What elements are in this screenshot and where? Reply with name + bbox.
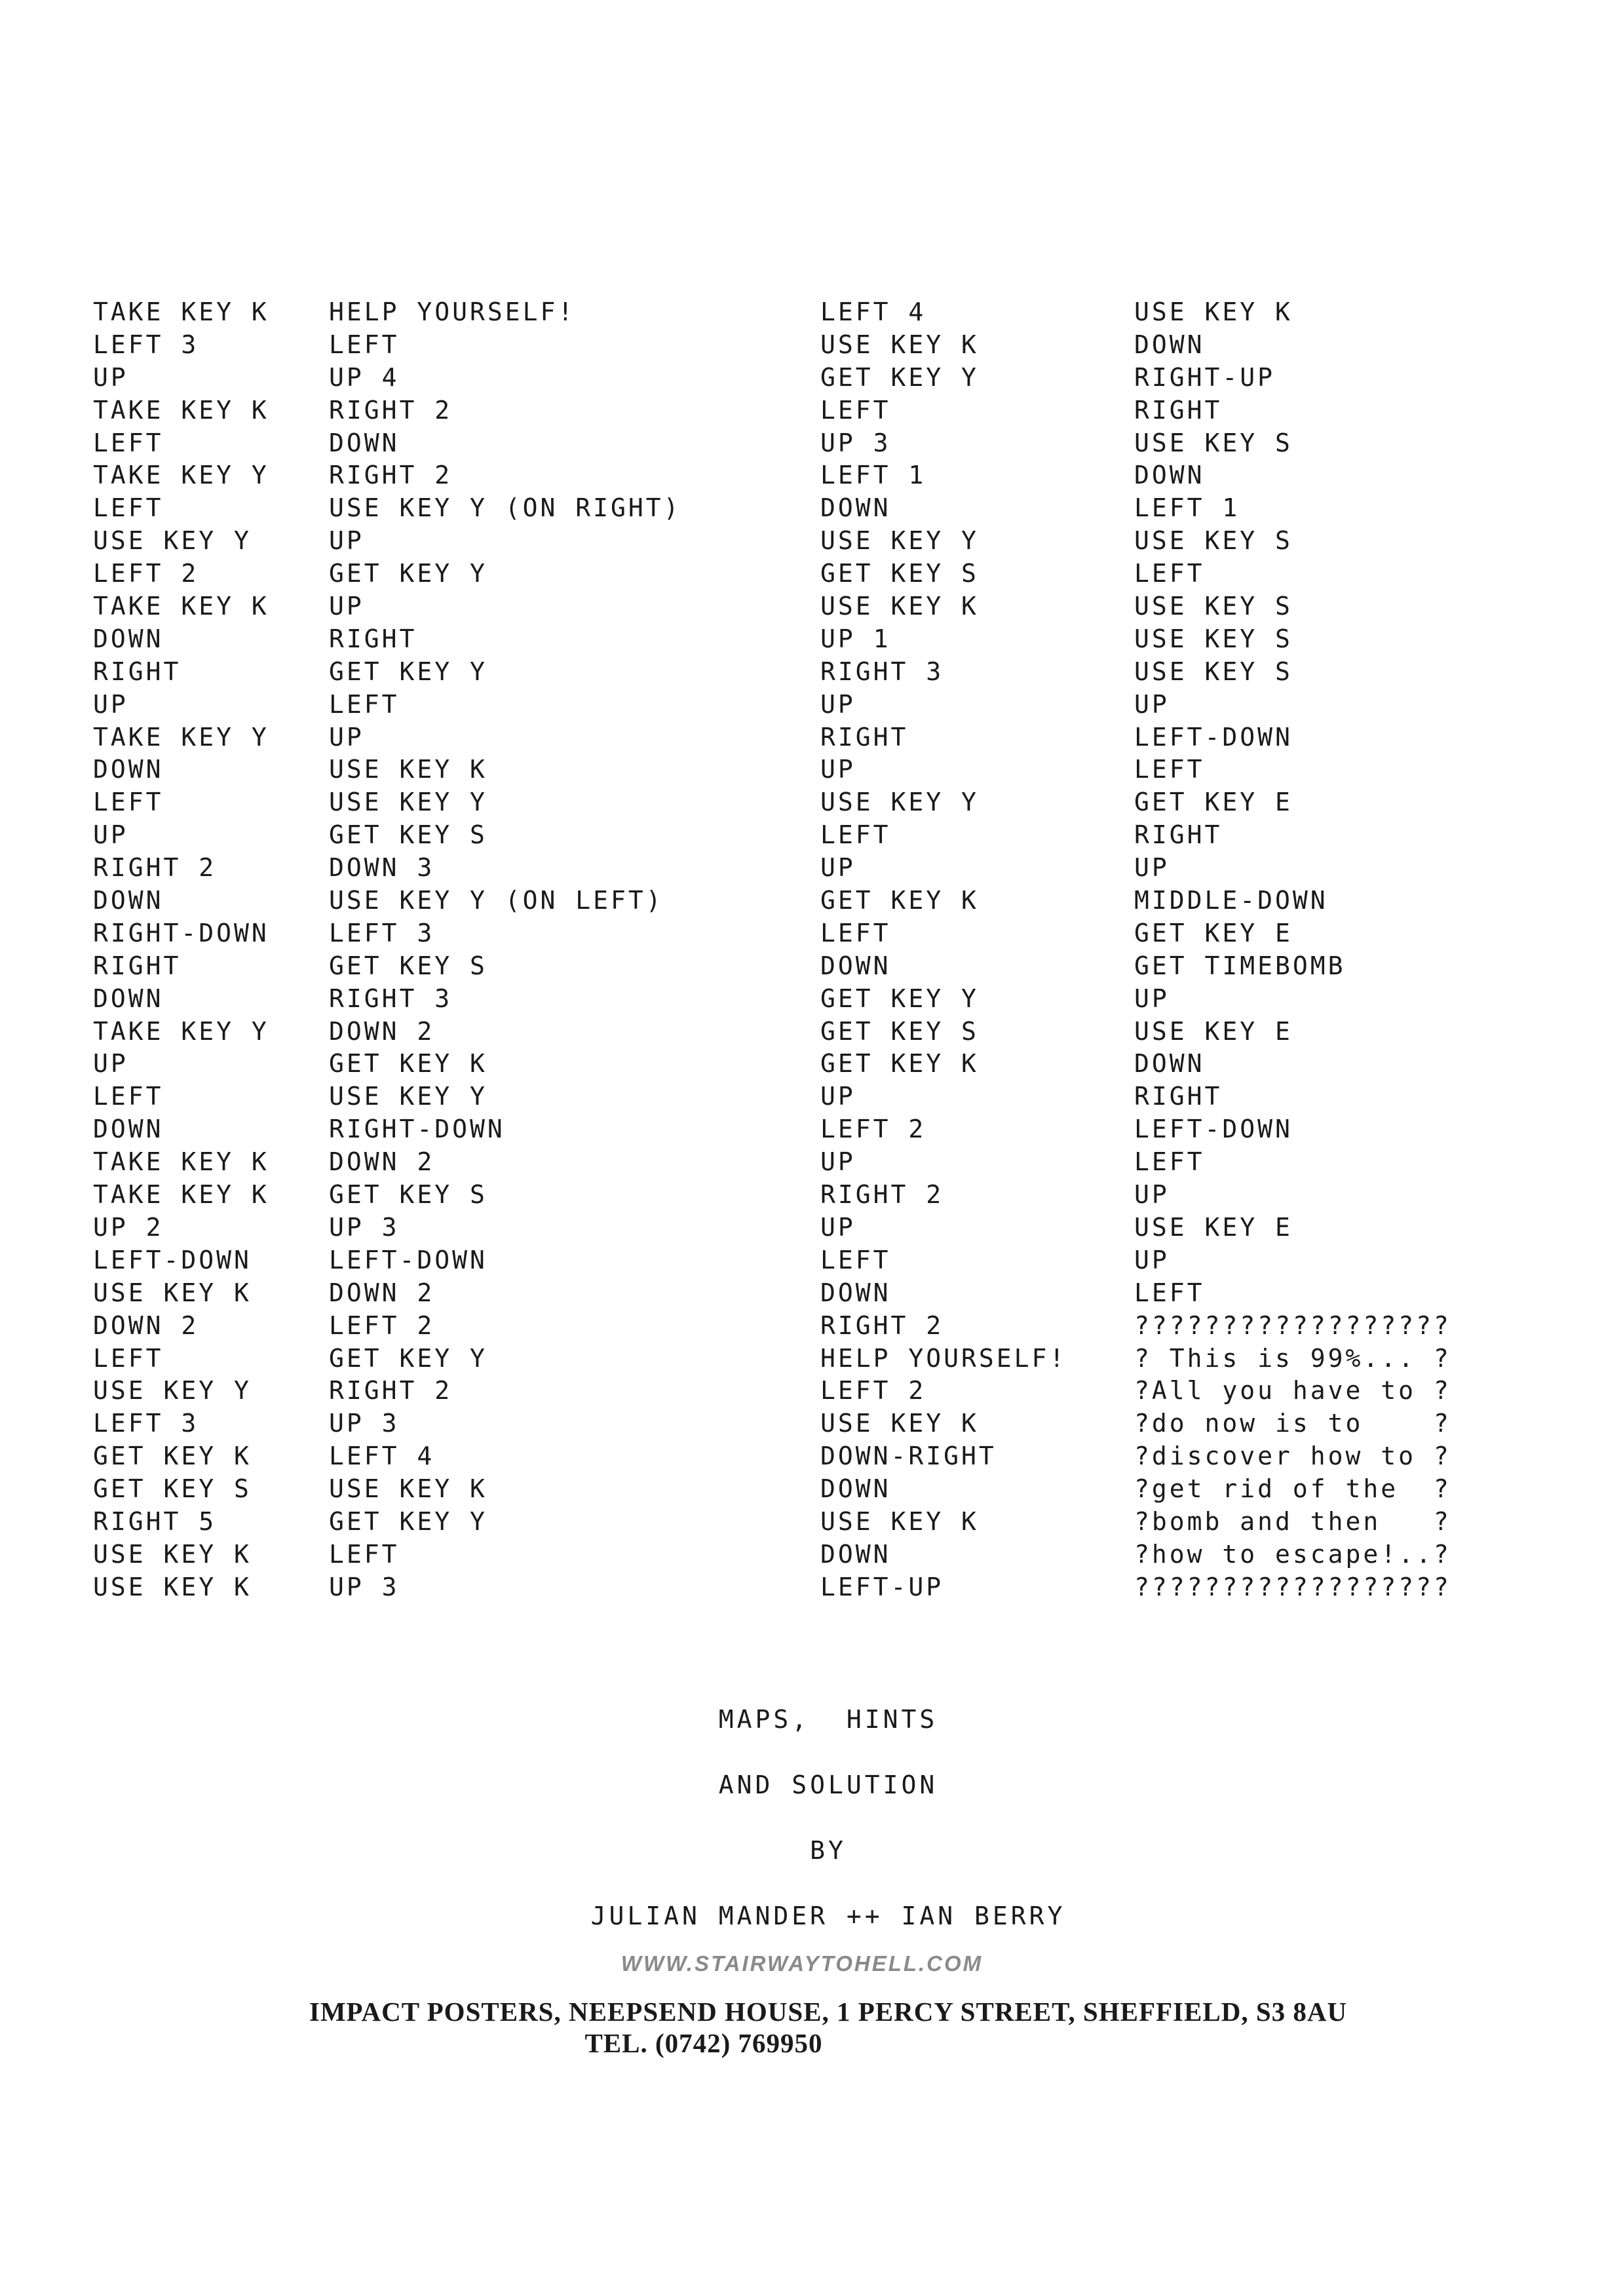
solution-step: UP 2 xyxy=(93,1212,164,1242)
website-watermark: WWW.STAIRWAYTOHELL.COM xyxy=(621,1951,983,1976)
solution-step: GET KEY Y xyxy=(329,1343,487,1373)
solution-step: HELP YOURSELF! xyxy=(820,1343,1067,1373)
solution-step: ?????????????????? xyxy=(1134,1311,1451,1340)
solution-step: DOWN xyxy=(93,624,164,653)
solution-step: USE KEY Y xyxy=(329,1082,487,1111)
solution-step: GET KEY K xyxy=(820,886,979,915)
solution-step: DOWN xyxy=(329,428,400,457)
solution-step: LEFT xyxy=(93,1343,164,1373)
solution-step: UP xyxy=(93,1049,128,1079)
solution-step: USE KEY Y (ON LEFT) xyxy=(329,886,664,915)
solution-step: DOWN xyxy=(820,1474,891,1504)
solution-step: LEFT xyxy=(1134,559,1205,588)
solution-step: LEFT xyxy=(329,1539,400,1569)
solution-step: LEFT xyxy=(1134,755,1205,784)
solution-step: GET KEY K xyxy=(93,1442,252,1471)
solution-step: LEFT 2 xyxy=(93,559,199,588)
solution-step: GET KEY S xyxy=(820,1016,979,1046)
solution-step: LEFT xyxy=(1134,1147,1205,1177)
solution-step: RIGHT xyxy=(1134,395,1223,425)
solution-step: GET KEY Y xyxy=(820,362,979,392)
solution-step: GET KEY Y xyxy=(329,559,487,588)
solution-step: TAKE KEY Y xyxy=(93,1016,269,1046)
solution-step: USE KEY E xyxy=(1134,1212,1293,1242)
solution-step: GET KEY S xyxy=(329,1180,487,1210)
solution-step: UP xyxy=(93,820,128,850)
solution-step: DOWN xyxy=(1134,1049,1205,1079)
solution-step: LEFT 2 xyxy=(820,1376,926,1406)
solution-step: RIGHT 3 xyxy=(329,984,453,1013)
solution-step: GET KEY Y xyxy=(820,984,979,1013)
solution-column-1 xyxy=(93,296,269,1604)
solution-step: DOWN xyxy=(93,1115,164,1144)
solution-step: UP 3 xyxy=(329,1572,400,1601)
solution-step: TAKE KEY K xyxy=(93,1147,269,1177)
solution-step: USE KEY K xyxy=(820,592,979,621)
solution-step: ?get rid of the ? xyxy=(1134,1474,1451,1504)
solution-step: LEFT 4 xyxy=(820,297,926,326)
solution-step: DOWN xyxy=(93,984,164,1013)
solution-step: LEFT 2 xyxy=(820,1115,926,1144)
solution-step: GET KEY S xyxy=(93,1474,252,1504)
solution-step: RIGHT-DOWN xyxy=(329,1115,505,1144)
solution-step: LEFT xyxy=(820,820,891,850)
solution-step: USE KEY S xyxy=(1134,526,1293,556)
solution-step: UP xyxy=(1134,1180,1170,1210)
solution-step: UP xyxy=(93,362,128,392)
solution-step: UP xyxy=(820,689,856,719)
solution-step: LEFT xyxy=(93,788,164,817)
solution-step: DOWN xyxy=(1134,461,1205,490)
solution-step: TAKE KEY Y xyxy=(93,461,269,490)
solution-step: GET TIMEBOMB xyxy=(1134,951,1346,980)
solution-step: UP xyxy=(1134,689,1170,719)
solution-step: RIGHT xyxy=(93,951,181,980)
solution-step: LEFT-DOWN xyxy=(329,1245,487,1274)
solution-step: UP xyxy=(1134,853,1170,883)
solution-step: USE KEY Y (ON RIGHT) xyxy=(329,493,681,523)
solution-step: USE KEY S xyxy=(1134,592,1293,621)
solution-step: USE KEY S xyxy=(1134,657,1293,686)
solution-step: LEFT 3 xyxy=(93,330,199,359)
solution-step: LEFT 3 xyxy=(93,1409,199,1438)
solution-step: USE KEY Y xyxy=(93,1376,252,1406)
solution-step: LEFT xyxy=(820,395,891,425)
solution-step: DOWN 2 xyxy=(93,1311,199,1340)
solution-step: TAKE KEY K xyxy=(93,592,269,621)
solution-step: LEFT xyxy=(93,493,164,523)
solution-step: ? This is 99%... ? xyxy=(1134,1343,1451,1373)
solution-step: ?????????????????? xyxy=(1134,1572,1451,1601)
solution-step: LEFT xyxy=(1134,1278,1205,1307)
solution-step: GET KEY S xyxy=(329,951,487,980)
solution-step: UP 1 xyxy=(820,624,891,653)
solution-step: USE KEY S xyxy=(1134,428,1293,457)
solution-step: TAKE KEY K xyxy=(93,1180,269,1210)
solution-step: RIGHT 2 xyxy=(329,1376,453,1406)
solution-step: UP 3 xyxy=(329,1212,400,1242)
solution-step: USE KEY Y xyxy=(820,788,979,817)
solution-step: ?All you have to ? xyxy=(1134,1376,1451,1406)
solution-step: UP xyxy=(1134,984,1170,1013)
solution-step: GET KEY S xyxy=(329,820,487,850)
solution-step: USE KEY K xyxy=(93,1572,252,1601)
solution-step: UP xyxy=(93,689,128,719)
solution-step: ?do now is to ? xyxy=(1134,1409,1451,1438)
solution-step: LEFT 2 xyxy=(329,1311,435,1340)
publisher-address: IMPACT POSTERS, NEEPSEND HOUSE, 1 PERCY STREET, SHEFFIELD, S3 8AU xyxy=(309,1997,1348,2027)
solution-step: USE KEY K xyxy=(820,1409,979,1438)
solution-step: LEFT 3 xyxy=(329,918,435,947)
solution-step: USE KEY Y xyxy=(820,526,979,556)
solution-step: LEFT 4 xyxy=(329,1442,435,1471)
solution-step: GET KEY S xyxy=(820,559,979,588)
solution-column-2 xyxy=(329,296,681,1604)
solution-step: GET KEY Y xyxy=(329,657,487,686)
solution-step: UP 4 xyxy=(329,362,400,392)
solution-step: DOWN xyxy=(820,1539,891,1569)
solution-step: USE KEY K xyxy=(329,755,487,784)
solution-step: GET KEY K xyxy=(820,1049,979,1079)
solution-step: UP xyxy=(329,722,364,752)
solution-step: UP xyxy=(820,1212,856,1242)
solution-step: DOWN 3 xyxy=(329,853,435,883)
solution-step: LEFT-DOWN xyxy=(1134,722,1293,752)
solution-step: RIGHT xyxy=(1134,1082,1223,1111)
solution-step: DOWN xyxy=(93,886,164,915)
solution-step: RIGHT 2 xyxy=(329,461,453,490)
solution-step: LEFT-UP xyxy=(820,1572,944,1601)
solution-column-3 xyxy=(820,296,1067,1604)
solution-step: RIGHT xyxy=(820,722,909,752)
solution-step: LEFT xyxy=(820,1245,891,1274)
solution-step: UP xyxy=(820,853,856,883)
solution-step: UP xyxy=(1134,1245,1170,1274)
solution-step: USE KEY E xyxy=(1134,1016,1293,1046)
solution-step: UP xyxy=(820,1082,856,1111)
solution-step: LEFT xyxy=(93,1082,164,1111)
solution-step: LEFT xyxy=(93,428,164,457)
solution-step: DOWN-RIGHT xyxy=(820,1442,997,1471)
solution-step: DOWN xyxy=(820,951,891,980)
solution-step: LEFT-DOWN xyxy=(1134,1115,1293,1144)
solution-step: DOWN 2 xyxy=(329,1016,435,1046)
solution-step: MIDDLE-DOWN xyxy=(1134,886,1328,915)
solution-step: USE KEY Y xyxy=(93,526,252,556)
solution-step: GET KEY E xyxy=(1134,918,1293,947)
solution-step: DOWN xyxy=(93,755,164,784)
solution-step: GET KEY Y xyxy=(329,1506,487,1536)
solution-step: HELP YOURSELF! xyxy=(329,297,576,326)
solution-step: USE KEY S xyxy=(1134,624,1293,653)
solution-step: UP 3 xyxy=(820,428,891,457)
solution-step: DOWN 2 xyxy=(329,1147,435,1177)
publisher-phone: TEL. (0742) 769950 xyxy=(584,2028,823,2058)
solution-step: LEFT xyxy=(329,330,400,359)
solution-step: RIGHT 2 xyxy=(329,395,453,425)
solution-step: USE KEY K xyxy=(1134,297,1293,326)
solution-step: USE KEY K xyxy=(93,1278,252,1307)
solution-step: UP xyxy=(329,592,364,621)
solution-step: TAKE KEY K xyxy=(93,395,269,425)
solution-step: ?discover how to ? xyxy=(1134,1442,1451,1471)
solution-step: RIGHT xyxy=(1134,820,1223,850)
solution-step: LEFT xyxy=(820,918,891,947)
solution-step: LEFT-DOWN xyxy=(93,1245,252,1274)
solution-step: RIGHT xyxy=(93,657,181,686)
solution-step: USE KEY K xyxy=(329,1474,487,1504)
solution-step: RIGHT 5 xyxy=(93,1506,217,1536)
solution-step: GET KEY E xyxy=(1134,788,1293,817)
credits-by: BY xyxy=(810,1836,847,1865)
solution-step: UP 3 xyxy=(329,1409,400,1438)
solution-step: DOWN xyxy=(820,1278,891,1307)
solution-step: TAKE KEY Y xyxy=(93,722,269,752)
solution-step: DOWN 2 xyxy=(329,1278,435,1307)
solution-step: UP xyxy=(329,526,364,556)
credits-subtitle: AND SOLUTION xyxy=(718,1770,938,1799)
solution-step: LEFT 1 xyxy=(1134,493,1240,523)
solution-step: LEFT xyxy=(329,689,400,719)
solution-step: USE KEY K xyxy=(93,1539,252,1569)
solution-step: ?how to escape!..? xyxy=(1134,1539,1451,1569)
solution-step: TAKE KEY K xyxy=(93,297,269,326)
solution-step: RIGHT xyxy=(329,624,417,653)
solution-step: RIGHT 2 xyxy=(820,1311,944,1340)
solution-step: GET KEY K xyxy=(329,1049,487,1079)
solution-step: RIGHT 2 xyxy=(820,1180,944,1210)
credits-authors: JULIAN MANDER ++ IAN BERRY xyxy=(590,1902,1066,1930)
solution-step: ?bomb and then ? xyxy=(1134,1506,1451,1536)
solution-step: RIGHT-DOWN xyxy=(93,918,269,947)
solution-step: DOWN xyxy=(1134,330,1205,359)
solution-step: DOWN xyxy=(820,493,891,523)
solution-step: RIGHT-UP xyxy=(1134,362,1276,392)
solution-step: RIGHT 2 xyxy=(93,853,217,883)
solution-column-4 xyxy=(1134,296,1451,1604)
solution-step: LEFT 1 xyxy=(820,461,926,490)
credits-title: MAPS, HINTS xyxy=(718,1705,938,1734)
solution-step: UP xyxy=(820,1147,856,1177)
solution-step: USE KEY K xyxy=(820,330,979,359)
solution-step: USE KEY K xyxy=(820,1506,979,1536)
solution-step: UP xyxy=(820,755,856,784)
solution-step: RIGHT 3 xyxy=(820,657,944,686)
solution-step: USE KEY Y xyxy=(329,788,487,817)
